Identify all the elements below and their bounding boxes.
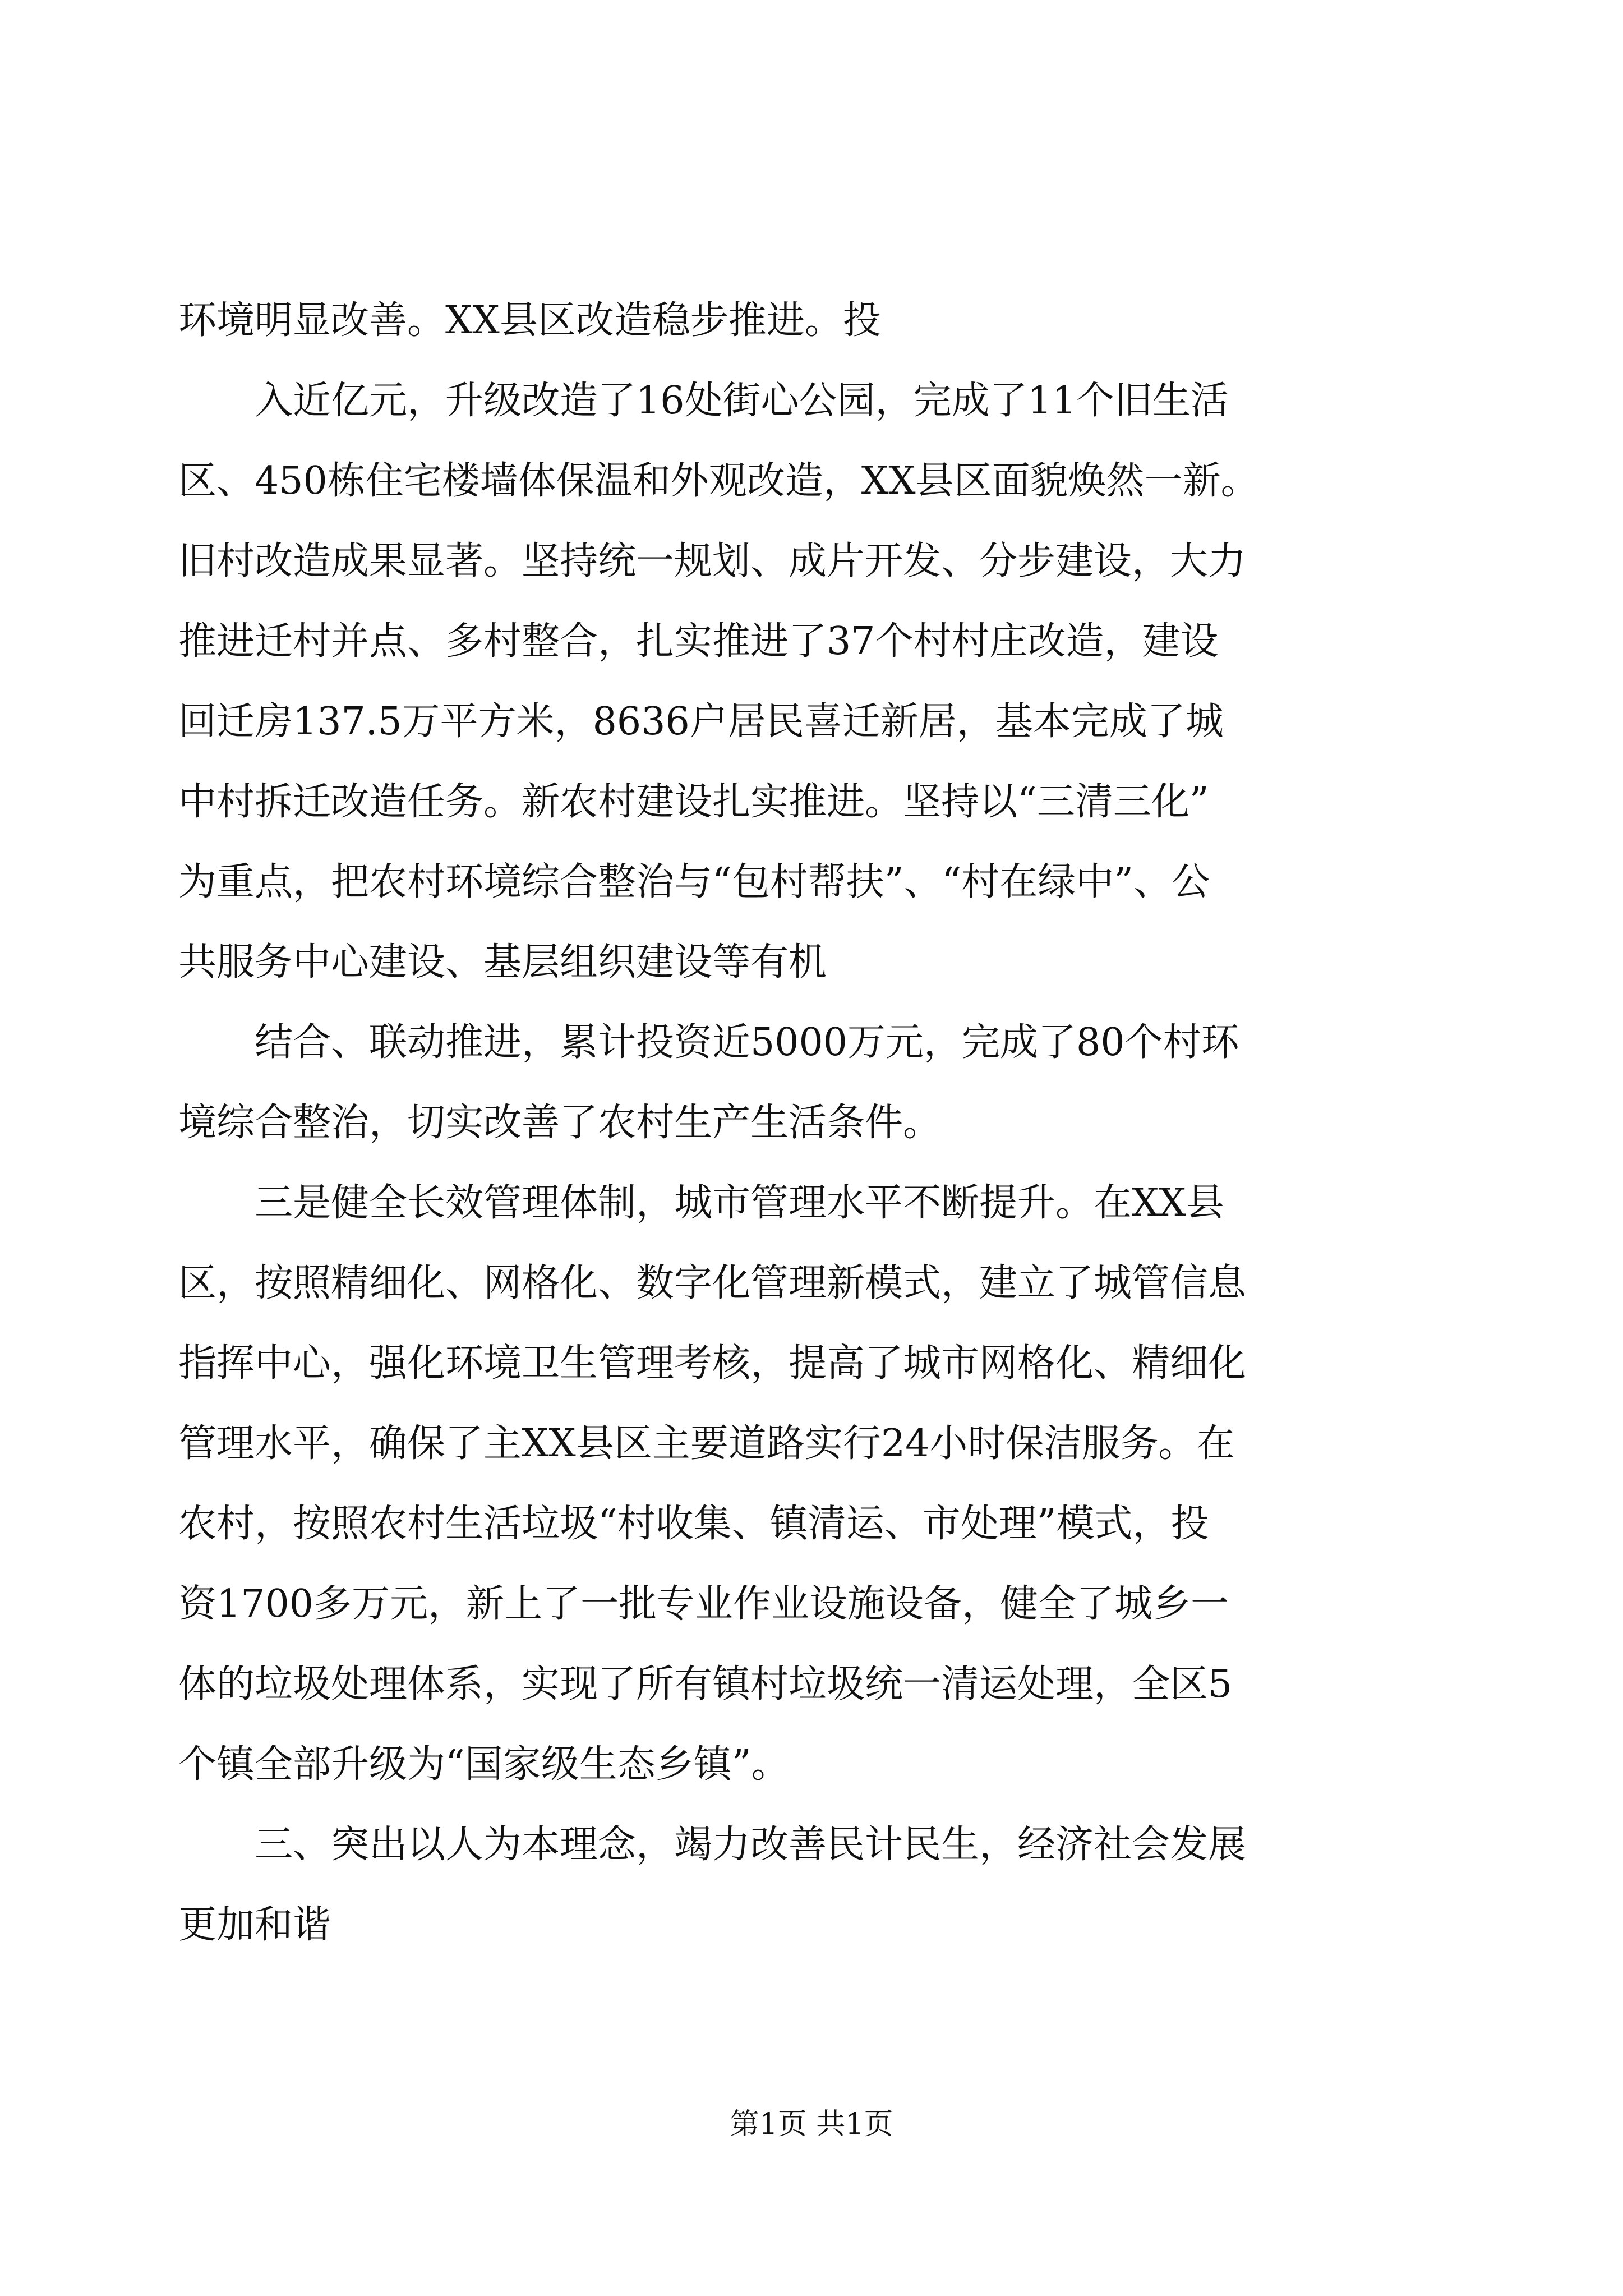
paragraph-line: 入近亿元，升级改造了16处街心公园，完成了11个旧生活	[255, 379, 1229, 423]
paragraph-line: 三是健全长效管理体制，城市管理水平不断提升。在XX县	[255, 1181, 1224, 1225]
paragraph-line: 结合、联动推进，累计投资近5000万元，完成了80个村环	[255, 1020, 1239, 1065]
paragraph-line: 区、450栋住宅楼墙体保温和外观改造，XX县区面貌焕然一新。	[178, 459, 1259, 503]
paragraph-line: 环境明显改善。XX县区改造稳步推进。投	[178, 298, 881, 343]
paragraph-line: 为重点，把农村环境综合整治与“包村帮扶”、“村在绿中”、公	[178, 860, 1210, 904]
paragraph-line: 境综合整治，切实改善了农村生产生活条件。	[178, 1101, 942, 1145]
paragraph-line: 指挥中心，强化环境卫生管理考核，提高了城市网格化、精细化	[178, 1341, 1247, 1386]
paragraph-line: 个镇全部升级为“国家级生态乡镇”。	[178, 1742, 790, 1787]
paragraph-line: 共服务中心建设、基层组织建设等有机	[178, 940, 827, 984]
section-heading-line: 三、突出以人为本理念，竭力改善民计民生，经济社会发展	[255, 1823, 1247, 1867]
page-footer: 第1页 共1页	[730, 2108, 893, 2141]
paragraph-line: 农村，按照农村生活垃圾“村收集、镇清运、市处理”模式，投	[178, 1502, 1209, 1546]
section-heading-line: 更加和谐	[178, 1903, 331, 1947]
paragraph-line: 资1700多万元，新上了一批专业作业设施设备，健全了城乡一	[178, 1582, 1229, 1626]
paragraph-line: 旧村改造成果显著。坚持统一规划、成片开发、分步建设，大力	[178, 539, 1247, 583]
paragraph-line: 管理水平，确保了主XX县区主要道路实行24小时保洁服务。在	[178, 1421, 1235, 1466]
paragraph-line: 区，按照精细化、网格化、数字化管理新模式，建立了城管信息	[178, 1261, 1247, 1305]
paragraph-line: 回迁房137.5万平方米，8636户居民喜迁新居，基本完成了城	[178, 700, 1224, 744]
paragraph-line: 中村拆迁改造任务。新农村建设扎实推进。坚持以“三清三化”	[178, 780, 1209, 824]
paragraph-line: 推进迁村并点、多村整合，扎实推进了37个村村庄改造，建设	[178, 619, 1219, 664]
paragraph-line: 体的垃圾处理体系，实现了所有镇村垃圾统一清运处理，全区5	[178, 1662, 1233, 1706]
